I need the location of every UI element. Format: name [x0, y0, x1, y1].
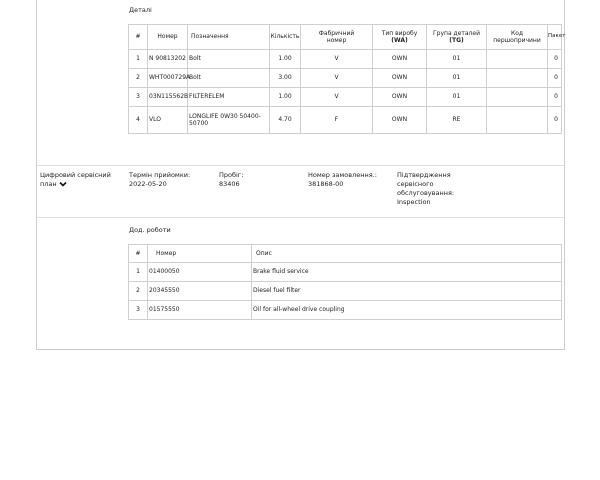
cell-factory: V	[301, 88, 373, 107]
table-row	[129, 301, 562, 320]
cell-designation: LONGLIFE 0W30 50400-50700	[188, 107, 270, 134]
cell-factory: V	[301, 50, 373, 69]
col-header-num: #	[129, 245, 148, 263]
service-plan-label-line1: Цифровий сервісний	[40, 171, 111, 179]
col-header-type-line1: Тип виробу	[381, 29, 418, 37]
col-header-number: Номер	[148, 25, 188, 50]
cell-number: VLO	[148, 107, 188, 134]
cell-reason	[487, 50, 548, 69]
mileage	[219, 171, 243, 189]
col-header-reason-line2: першопричини	[493, 37, 541, 44]
col-header-root-cause-code	[487, 25, 548, 50]
cell-reason	[487, 88, 548, 107]
cell-num: 2	[129, 282, 148, 301]
parts-section-title: Деталі	[129, 6, 152, 14]
col-header-group-line1: Група деталей	[433, 29, 480, 37]
additional-works-table	[128, 244, 562, 320]
service-confirmation	[397, 171, 454, 207]
parts-header-row	[129, 25, 562, 50]
acceptance-date	[129, 171, 190, 189]
cell-number: 01400050	[148, 263, 252, 282]
col-header-group-code: (TG)	[449, 37, 464, 44]
col-header-factory-number	[301, 25, 373, 50]
table-row	[129, 88, 562, 107]
cell-package: 0	[548, 88, 562, 107]
confirmation-label-line1: Підтвердження	[397, 171, 451, 179]
col-header-product-type	[373, 25, 427, 50]
col-header-parts-group	[427, 25, 487, 50]
additional-works-title: Дод. роботи	[129, 226, 171, 234]
order-number-label: Номер замовлення.:	[308, 171, 377, 179]
confirmation-value: Inspection	[397, 198, 431, 206]
cell-quantity: 1.00	[270, 88, 301, 107]
cell-factory: F	[301, 107, 373, 134]
cell-group: 01	[427, 88, 487, 107]
order-number-value: 381868-00	[308, 180, 344, 188]
cell-group: RE	[427, 107, 487, 134]
cell-number: WHT000729A	[148, 69, 188, 88]
col-header-designation: Позначення	[188, 25, 270, 50]
mileage-label: Пробіг:	[219, 171, 244, 179]
col-header-number: Номер	[148, 245, 252, 263]
col-header-factory-line2: номер	[326, 37, 347, 44]
col-header-factory-line1: Фабричний	[318, 29, 355, 37]
chevron-down-icon[interactable]	[59, 181, 67, 187]
order-number	[308, 171, 377, 189]
confirmation-label-line3: обслуговування:	[397, 189, 455, 197]
cell-type: OWN	[373, 50, 427, 69]
cell-num: 2	[129, 69, 148, 88]
cell-num: 3	[129, 88, 148, 107]
parts-table	[128, 24, 566, 134]
cell-description: Oil for all-wheel drive coupling	[252, 301, 562, 320]
confirmation-label-line2: сервісного	[397, 180, 434, 188]
col-header-type-code: (WA)	[391, 37, 408, 44]
cell-designation: Bolt	[188, 69, 270, 88]
col-header-description: Опис	[252, 245, 562, 263]
col-header-reason-line1: Код	[510, 29, 524, 37]
cell-type: OWN	[373, 88, 427, 107]
cell-num: 1	[129, 263, 148, 282]
table-row	[129, 50, 562, 69]
cell-number: 01575550	[148, 301, 252, 320]
cell-num: 1	[129, 50, 148, 69]
cell-quantity: 4.70	[270, 107, 301, 134]
acceptance-date-value: 2022-05-20	[129, 180, 167, 188]
cell-number: N 90813202	[148, 50, 188, 69]
works-header-row	[129, 245, 562, 263]
cell-package: 0	[548, 107, 562, 134]
cell-num: 4	[129, 107, 148, 134]
col-header-package: Пакет	[548, 25, 562, 50]
divider	[37, 165, 564, 166]
table-row	[129, 69, 562, 88]
cell-description: Brake fluid service	[252, 263, 562, 282]
table-row	[129, 263, 562, 282]
col-header-num: #	[129, 25, 148, 50]
mileage-value: 83406	[219, 180, 240, 188]
col-header-quantity: Кількість	[270, 25, 301, 50]
table-row	[129, 107, 562, 134]
digital-service-plan-toggle[interactable]	[40, 171, 111, 189]
table-row	[129, 282, 562, 301]
cell-designation: Bolt	[188, 50, 270, 69]
cell-number: 20345550	[148, 282, 252, 301]
cell-package: 0	[548, 50, 562, 69]
cell-reason	[487, 69, 548, 88]
cell-type: OWN	[373, 107, 427, 134]
acceptance-date-label: Термін прийомки:	[129, 171, 191, 179]
service-plan-label-line2: план	[40, 180, 57, 188]
cell-num: 3	[129, 301, 148, 320]
cell-reason	[487, 107, 548, 134]
cell-factory: V	[301, 69, 373, 88]
cell-group: 01	[427, 50, 487, 69]
cell-number: 03N115562B	[148, 88, 188, 107]
cell-package: 0	[548, 69, 562, 88]
cell-quantity: 1.00	[270, 50, 301, 69]
cell-type: OWN	[373, 69, 427, 88]
cell-quantity: 3.00	[270, 69, 301, 88]
divider	[37, 217, 564, 218]
cell-description: Diesel fuel filter	[252, 282, 562, 301]
cell-group: 01	[427, 69, 487, 88]
cell-designation: FILTERELEM	[188, 88, 270, 107]
